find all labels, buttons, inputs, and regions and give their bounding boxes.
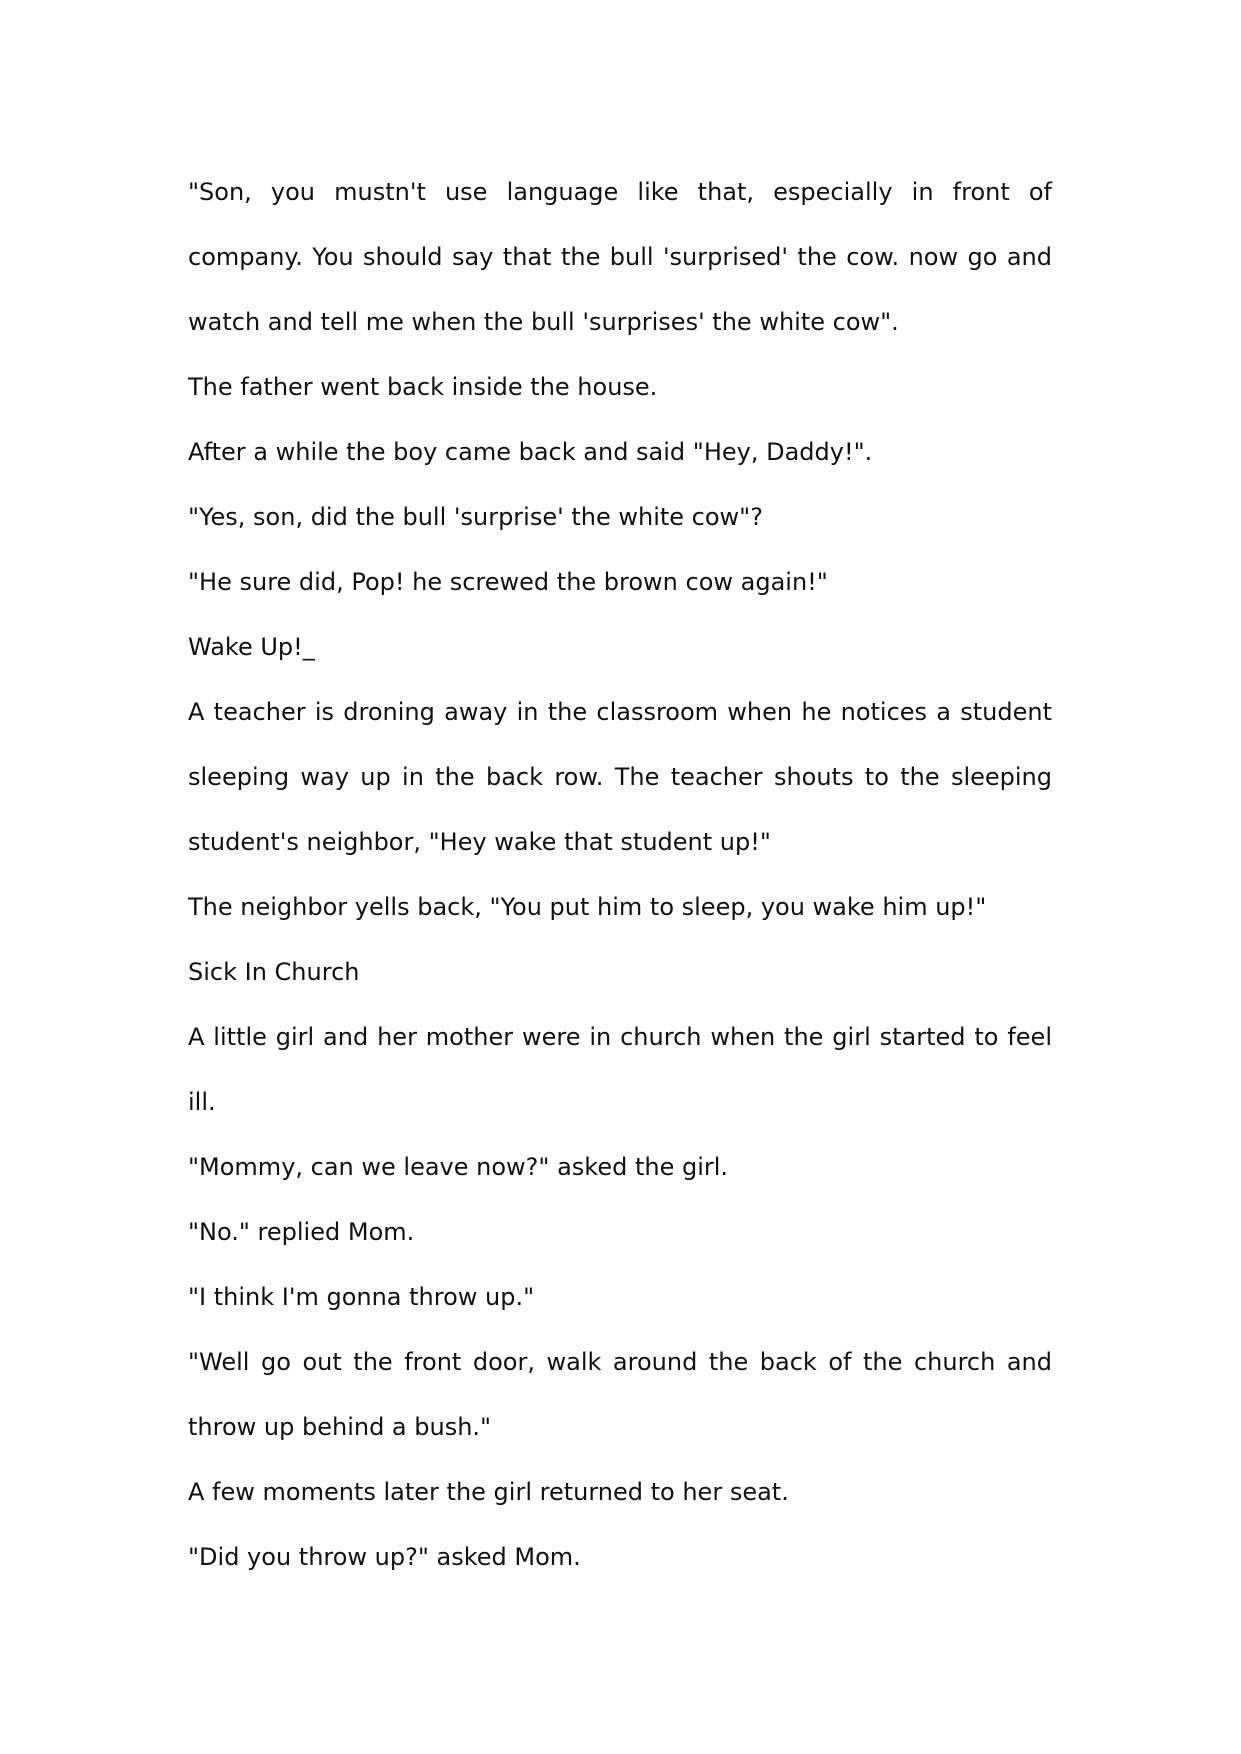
document-body [188,160,1052,1590]
paragraph: "Well go out the front door, walk around the back of the church and throw up behind a bush." [188,1348,1052,1441]
paragraph: A little girl and her mother were in church when the girl started to feel ill. [188,1023,1052,1116]
paragraph: "No." replied Mom. [188,1218,415,1246]
section-heading: Wake Up!_ [188,633,315,661]
paragraph: "Did you throw up?" asked Mom. [188,1543,581,1571]
paragraph: After a while the boy came back and said "Hey, Daddy!". [188,438,873,466]
paragraph: "I think I'm gonna throw up." [188,1283,535,1311]
paragraph: "Son, you mustn't use language like that, especially in front of company. You should say that the bull 'surprised' the cow. now go and watch and tell me when the bull 'surprises' the white cow". [188,178,1052,336]
paragraph: The neighbor yells back, "You put him to sleep, you wake him up!" [188,893,987,921]
paragraph: A few moments later the girl returned to her seat. [188,1478,789,1506]
paragraph: "Mommy, can we leave now?" asked the girl. [188,1153,729,1181]
section-heading: Sick In Church [188,958,360,986]
paragraph: A teacher is droning away in the classroom when he notices a student sleeping way up in the back row. The teacher shouts to the sleeping student's neighbor, "Hey wake that student up!" [188,698,1052,856]
paragraph: The father went back inside the house. [188,373,658,401]
paragraph: "He sure did, Pop! he screwed the brown cow again!" [188,568,828,596]
paragraph: "Yes, son, did the bull 'surprise' the white cow"? [188,503,763,531]
